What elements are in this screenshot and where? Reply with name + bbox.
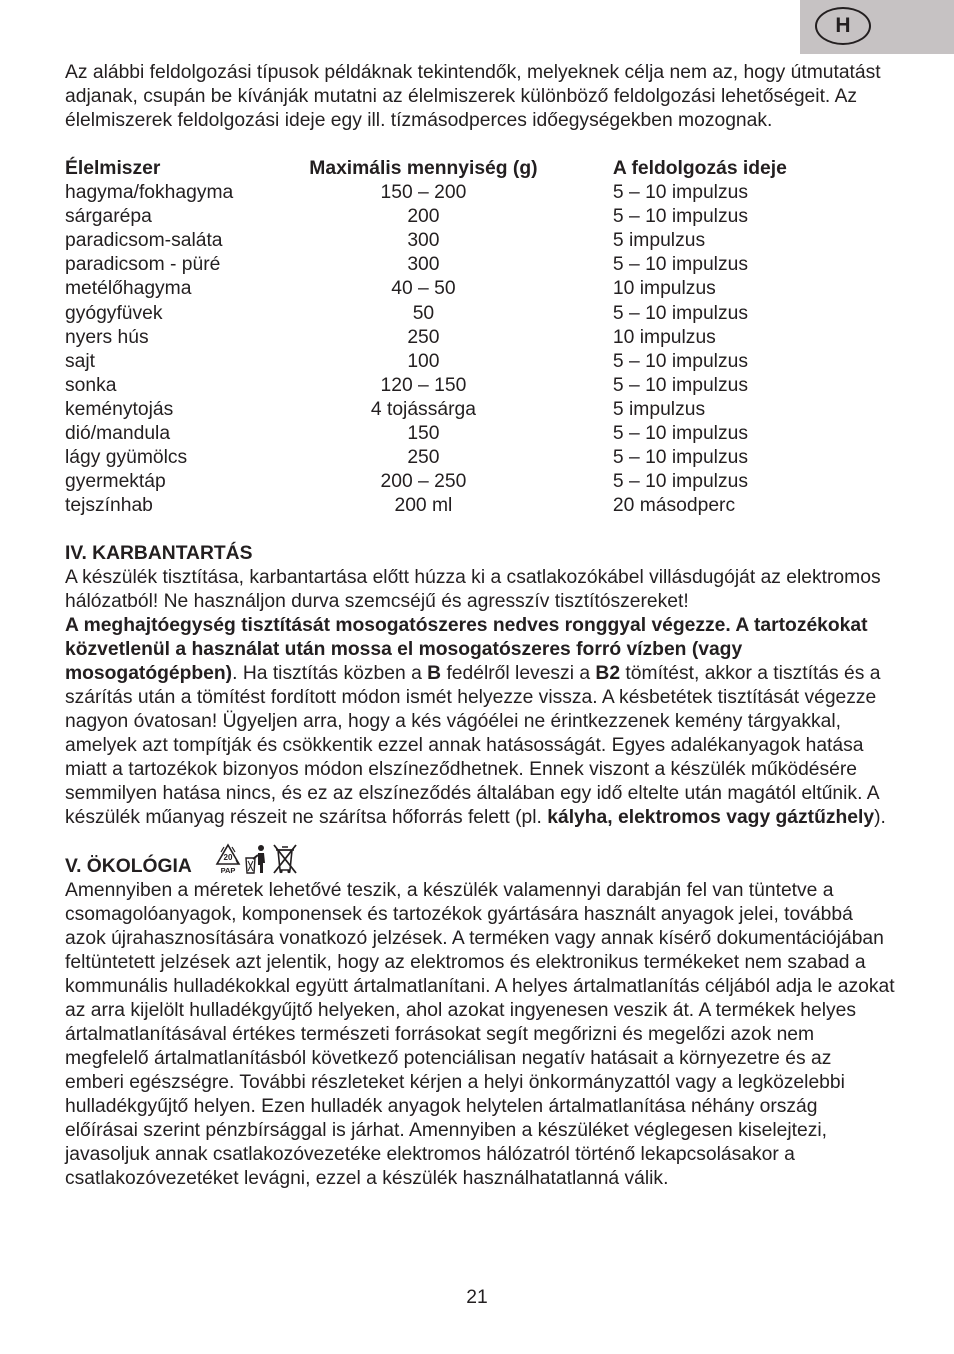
heat-source-examples: kályha, elektromos vagy gáztűzhely xyxy=(547,807,875,829)
col-header-max-amount: Maximális mennyiség (g) xyxy=(309,158,538,179)
cell-max-amount: 300 xyxy=(407,230,440,252)
cell-food: dió/mandula xyxy=(65,423,171,445)
table-row xyxy=(65,326,895,350)
language-badge: H xyxy=(815,7,871,45)
table-row xyxy=(65,398,895,422)
cell-food: paradicsom-saláta xyxy=(65,230,223,252)
table-row xyxy=(65,494,895,518)
cell-time: 5 – 10 impulzus xyxy=(612,206,748,228)
cell-max-amount: 200 ml xyxy=(394,495,453,517)
maintenance-paragraph-2: A meghajtóegység tisztítását mosogatószeres nedves ronggyal végezze. A tartozékokat közvetlenül a használat után mossa el mosogatószeres forró vízben (vagy mosogatógépben). Ha tisztítás közben a B fedélről leveszi a B2 tömítést, akkor a tisztítás és a szárítás után a tömítést fordított módon ismét helyezze vissza. A késbetétek tisztítását végezze nagyon óvatosan! Ügyeljen arra, hogy a kés vágóélei ne érintkezzenek kemény tárgyakkal, amelyek azt tompítják és csökkentik ezzel annak hatásosságát. Egyes adalékanyagok hatása miatt a tartozékok bizonyos módon elszíneződhetnek. Ennek viszont a készülék működésére semmilyen hatása nincs, és ez az elszíneződés általában egy idő eltelte után magától eltűnik. A készülék műanyag részeit ne szárítsa hőforrás felett (pl. kályha, elektromos vagy gáztűzhely). xyxy=(65,615,886,829)
recycle-label: PAP xyxy=(220,866,236,876)
processing-table xyxy=(65,157,895,518)
table-row xyxy=(65,350,895,374)
cell-time: 5 – 10 impulzus xyxy=(612,374,748,396)
intro-paragraph: Az alábbi feldolgozási típusok példáknak tekintendők, melyeknek célja nem az, hogy útmutatást adjanak, csupán be kívánják mutatni az élelmiszerek különböző feldolgozási lehetőségeit. Az élelmiszerek feldolgozási ideje egy ill. tízmásodperces időegységekben mozognak. xyxy=(65,62,881,131)
table-row xyxy=(65,302,895,326)
cell-time: 5 – 10 impulzus xyxy=(612,350,748,372)
cell-time: 5 – 10 impulzus xyxy=(612,302,748,324)
tidy-man-icon xyxy=(244,843,270,875)
cell-food: gyógyfüvek xyxy=(65,302,163,324)
recycle-pap-icon xyxy=(214,843,242,875)
maintenance-bold-instruction: A meghajtóegység tisztítását mosogatószeres nedves ronggyal végezze. A tartozékokat közvetlenül a használat után mossa el mosogatószeres forró vízben (vagy mosogatógépben) xyxy=(65,615,868,685)
cell-food: metélőhagyma xyxy=(65,278,192,300)
table-row xyxy=(65,253,895,277)
cell-max-amount: 300 xyxy=(407,254,440,276)
language-tab xyxy=(800,0,954,54)
ecology-icons xyxy=(214,843,298,875)
table-row xyxy=(65,422,895,446)
table-row xyxy=(65,374,895,398)
cell-time: 5 impulzus xyxy=(612,230,706,252)
cell-food: keménytojás xyxy=(65,398,174,420)
cell-food: hagyma/fokhagyma xyxy=(65,182,234,204)
table-header-row xyxy=(65,157,895,181)
recycle-code: 20 xyxy=(223,853,233,863)
ecology-heading: V. ÖKOLÓGIA xyxy=(65,856,192,878)
maintenance-heading: IV. KARBANTARTÁS xyxy=(65,543,253,565)
cell-food: paradicsom - püré xyxy=(65,254,221,276)
part-label-b2: B2 xyxy=(595,663,621,685)
ecology-paragraph: Amennyiben a méretek lehetővé teszik, a készülék valamennyi darabján fel van tüntetve a csomagolóanyagok, komponensek és tartozékok gyártására használt anyagok jelei, továbbá azok újrahasznosítására vonatkozó jelzések. A terméken vagy annak kísérő dokumentációjában feltüntetett jelzések azt jelentik, hogy az elektromos és elektronikus termékeket nem szabad a kommunális hulladékokkal együtt ártalmatlanítani. A helyes ártalmatlanítás céljából adja le azokat az arra kijelölt hulladékgyűjtő helyeken, ahol azokat ingyenesen veszik át. A termékek helyes ártalmatlanításával értékes természeti forrásokat segít megőrizni és megelőzi azok nem megfelelő ártalmatlanításból következő potenciálisan negatív hatásait a környezetre és az emberi egészségre. További részleteket kérjen a helyi önkormányzattól vagy a legközelebbi hulladékgyűjtő helyen. Ezen hulladék anyagok helytelen ártalmatlanítása néhány ország előírásai szerint pénzbírsággal is járhat. Amennyiben a készüléket véglegesen kiselejtezi, javasoljuk annak csatlakozóvezetéke elektromos hálózatról történő lekapcsolásakor a csatlakozóvezetéket levágni, ezzel a készülék használhatatlanná válik. xyxy=(65,880,895,1190)
cell-time: 10 impulzus xyxy=(612,326,716,348)
cell-max-amount: 150 xyxy=(407,423,440,445)
table-row xyxy=(65,277,895,301)
maintenance-paragraph-1: A készülék tisztítása, karbantartása előtt húzza ki a csatlakozókábel villásdugóját az elektromos hálózatból! Ne használjon durva szemcséjű és agresszív tisztítószereket! xyxy=(65,567,881,613)
page-number: 21 xyxy=(466,1287,488,1308)
cell-food: lágy gyümölcs xyxy=(65,447,188,469)
cell-time: 10 impulzus xyxy=(612,278,716,300)
cell-time: 5 impulzus xyxy=(612,398,706,420)
table-row xyxy=(65,229,895,253)
cell-max-amount: 100 xyxy=(407,350,440,372)
table-row xyxy=(65,205,895,229)
cell-food: gyermektáp xyxy=(65,471,166,493)
cell-time: 5 – 10 impulzus xyxy=(612,447,748,469)
cell-time: 5 – 10 impulzus xyxy=(612,471,748,493)
cell-max-amount: 250 xyxy=(407,326,440,348)
cell-max-amount: 50 xyxy=(412,302,435,324)
col-header-time: A feldolgozás ideje xyxy=(612,158,787,179)
col-header-food: Élelmiszer xyxy=(65,158,161,179)
table-row xyxy=(65,470,895,494)
cell-max-amount: 4 tojássárga xyxy=(370,398,476,420)
cell-max-amount: 40 – 50 xyxy=(391,278,456,300)
cell-food: sajt xyxy=(65,350,96,372)
cell-time: 5 – 10 impulzus xyxy=(612,423,748,445)
table-row xyxy=(65,181,895,205)
cell-max-amount: 200 – 250 xyxy=(380,471,467,493)
cell-food: nyers hús xyxy=(65,326,149,348)
page-content xyxy=(65,61,895,1191)
cell-food: sárgarépa xyxy=(65,206,152,228)
cell-food: sonka xyxy=(65,374,117,396)
cell-max-amount: 120 – 150 xyxy=(380,374,467,396)
cell-food: tejszínhab xyxy=(65,495,153,517)
cell-time: 20 másodperc xyxy=(612,495,736,517)
cell-max-amount: 200 xyxy=(407,206,440,228)
cell-max-amount: 150 – 200 xyxy=(380,182,467,204)
cell-max-amount: 250 xyxy=(407,447,440,469)
cell-time: 5 – 10 impulzus xyxy=(612,254,748,276)
part-label-b: B xyxy=(427,663,442,685)
weee-bin-icon xyxy=(272,843,298,875)
ecology-heading-row xyxy=(65,852,895,879)
table-row xyxy=(65,446,895,470)
cell-time: 5 – 10 impulzus xyxy=(612,182,748,204)
